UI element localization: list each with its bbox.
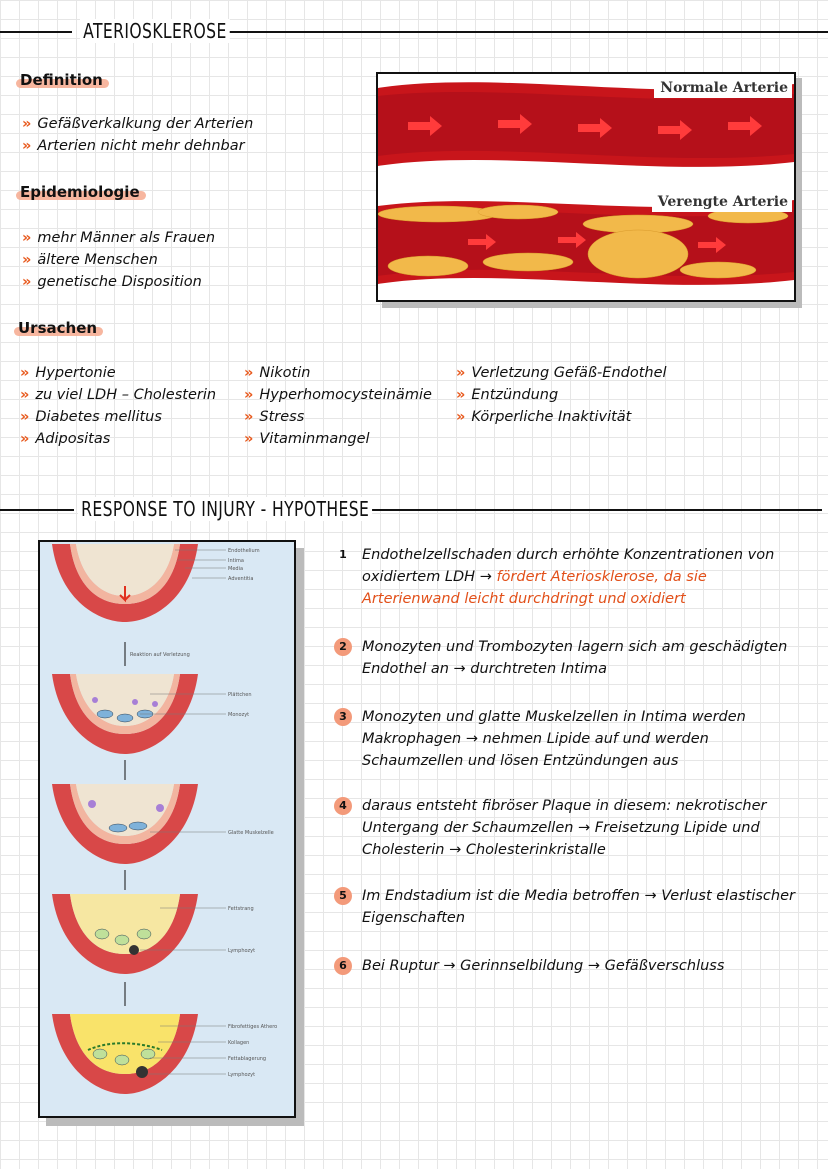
hypothesis-step-2: 2 Monozyten und Trombozyten lagern sich am geschädigten Endothel an → durchtreten Intima [334,636,804,680]
list-item: » Körperliche Inaktivität [456,409,632,425]
figure-label: Media [228,566,244,572]
section-title-text: ATERIOSKLEROSE [80,19,230,43]
injury-stages-illustration [40,542,294,1116]
figure-label: Kollagen [228,1040,250,1046]
list-item: » Nikotin [244,365,311,381]
figure-label: Lymphozyt [228,948,256,954]
artery-illustration [378,74,794,300]
hypothesis-step-3: 3 Monozyten und glatte Muskelzellen in Intima werden Makrophagen → nehmen Lipide auf und werden Schaumzellen und lösen Entzündungen aus [334,706,804,772]
normal-artery-label: Normale Arterie [660,80,788,96]
step-number: 3 [334,708,352,726]
step-number: 1 [339,548,347,561]
figure-label: Fettstrang [228,906,254,912]
figure-label: Monozyt [228,712,250,718]
step-number: 5 [334,887,352,905]
hypothesis-step-1: 1 Endothelzellschaden durch erhöhte Konzentrationen von oxidiertem LDH → fördert Ateriosklerose, da sie Arterienwand leicht durchdringt und oxidiert [334,544,804,610]
figure-label: Lymphozyt [228,1072,256,1078]
list-item: » mehr Männer als Frauen [22,230,216,246]
artery-figure [376,72,796,302]
hypothesis-step-6: 6 Bei Ruptur → Gerinnselbildung → Gefäßverschluss [334,955,804,977]
causes-heading: Ursachen [18,319,97,337]
list-item: » Entzündung [456,387,559,403]
list-item: » Adipositas [20,431,111,447]
section-title-text: RESPONSE TO INJURY - HYPOTHESE [78,497,372,521]
list-item: » Gefäßverkalkung der Arterien [22,116,254,132]
figure-label: Reaktion auf Verletzung [130,652,190,658]
figure-label: Endothelium [228,548,260,554]
list-item: » Arterien nicht mehr dehnbar [22,138,245,154]
list-item: » Stress [244,409,305,425]
definition-heading: Definition [20,71,103,89]
section-title-response-to-injury [0,494,828,524]
section-title-aterosklerose [0,16,828,46]
figure-label: Fibrofettiges Athero [228,1024,278,1030]
figure-label: Intima [228,558,244,564]
figure-label: Fettablagerung [228,1056,267,1062]
list-item: » Hyperhomocysteinämie [244,387,432,403]
list-item: » Verletzung Gefäß-Endothel [456,365,667,381]
figure-label: Glatte Muskelzelle [228,830,274,836]
step-number: 6 [334,957,352,975]
figure-label: Adventitia [228,576,254,582]
figure-label: Plättchen [228,692,252,698]
hypothesis-step-4: 4 daraus entsteht fibröser Plaque in diesem: nekrotischer Untergang der Schaumzellen → Freisetzung Lipide und Cholesterin → Cholesterinkristalle [334,795,804,861]
list-item: » Hypertonie [20,365,116,381]
list-item: » zu viel LDH – Cholesterin [20,387,217,403]
list-item: » Diabetes mellitus [20,409,162,425]
list-item: » Vitaminmangel [244,431,370,447]
hypothesis-step-5: 5 Im Endstadium ist die Media betroffen → Verlust elastischer Eigenschaften [334,885,804,929]
step-number: 4 [334,797,352,815]
narrowed-artery-label: Verengte Arterie [657,194,788,210]
list-item: » genetische Disposition [22,274,202,290]
epidemiology-heading: Epidemiologie [20,183,140,201]
injury-figure [38,540,296,1118]
list-item: » ältere Menschen [22,252,158,268]
step-number: 2 [334,638,352,656]
